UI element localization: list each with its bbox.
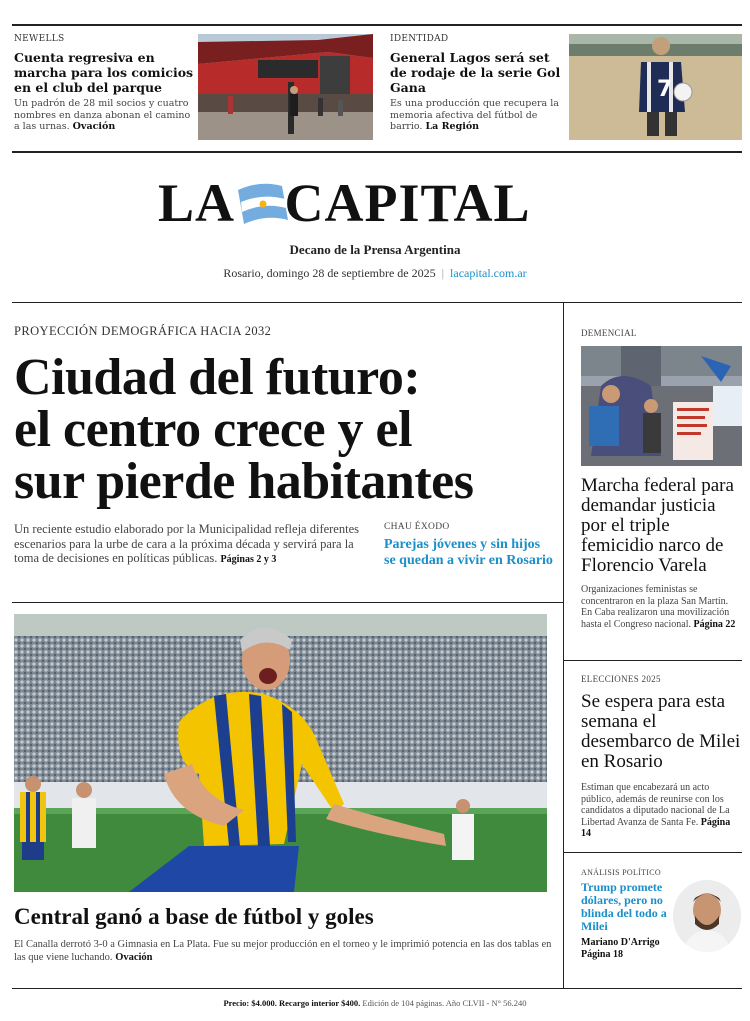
top-left-body: Un padrón de 28 mil socios y cuatro nombres en danza abonan el camino a las urnas. [14,98,191,132]
opinion-headline[interactable]: Trump promete dólares, pero no blinda del todo a Milei [581,880,667,933]
main-summary [14,522,362,568]
footer [0,998,750,1008]
masthead-bottom-rule [12,302,742,303]
footer-price: Precio: $4.000. Recargo interior $400. [223,998,361,1008]
top-right-kicker: IDENTIDAD [390,34,449,44]
sidebar1-headline[interactable]: Marcha federal para demandar justicia por el triple femicidio narco de Florencio Varela [581,475,734,576]
sidebar-rule-2 [564,852,742,853]
main-headline-line1: Ciudad del futuro: [14,349,421,406]
masthead-logo[interactable] [150,172,610,238]
sidebar1-summary [581,584,741,630]
top-right-section[interactable]: La Región [425,121,480,132]
main-column-divider [563,303,564,988]
masthead-slogan: Decano de la Prensa Argentina [289,242,461,257]
sidebar2-page[interactable]: Página 14 [581,816,731,840]
sidebar1-story[interactable] [581,476,741,630]
kid-football-illustration [569,34,742,140]
top-left-teaser[interactable] [14,34,194,133]
football-celebration-illustration [14,614,547,892]
top-left-summary [14,98,194,133]
sport-summary [14,938,554,964]
sport-photo [14,614,547,892]
top-right-teaser[interactable] [390,34,568,133]
dateline-separator: | [441,266,445,280]
sidebar1-body: Organizaciones feministas se concentraron en la plaza San Martín. En Caba realizaron una movilización hasta el Congreso nacional. [581,584,730,630]
related-story[interactable] [384,522,554,568]
jersey-number: 7 [657,77,673,102]
opinion-author: Mariano D'Arrigo [581,937,660,948]
protest-photo [581,346,742,466]
top-left-section[interactable]: Ovación [72,121,116,132]
sidebar2-kicker: ELECCIONES 2025 [581,674,661,684]
website-link[interactable]: lacapital.com.ar [450,266,527,280]
top-left-kicker: NEWELLS [14,34,65,44]
author-portrait [673,880,741,952]
footer-top-rule [12,988,742,989]
sport-headline[interactable]: Central ganó a base de fútbol y goles [14,904,374,929]
sidebar1-page[interactable]: Página 22 [693,618,736,630]
masthead-title: LA CAPITAL [158,173,531,233]
main-pages-link[interactable]: Páginas 2 y 3 [220,554,277,566]
top-left-headline[interactable]: Cuenta regresiva en marcha para los comicios en el club del parque [14,50,194,95]
opinion-page[interactable]: Página 18 [581,949,623,960]
top-right-headline[interactable]: General Lagos será set de rodaje de la serie Gol Gana [390,50,561,95]
top-teasers-bottom-rule [12,151,742,153]
edition-date: Rosario, domingo 28 de septiembre de 2025 [223,266,436,280]
sport-body: El Canalla derrotó 3-0 a Gimnasia en La Plata. Fue su mejor producción en el torneo y le imprimió potencia en las dos tablas en las que viene luchando. [14,939,552,963]
kid-football-photo [569,34,742,140]
sidebar2-headline[interactable]: Se espera para esta semana el desembarco de Milei en Rosario [581,691,741,772]
sidebar2-story[interactable] [581,674,741,840]
top-right-summary [390,98,568,133]
footer-details: Edición de 104 páginas. Año CLVII - N° 56.240 [362,998,527,1008]
main-headline[interactable] [14,349,559,510]
main-story-bottom-rule [12,602,563,603]
sidebar2-body: Estiman que encabezará un acto público, además de reunirse con los candidatos a diputado nacional de La Libertad Avanza de Santa Fe. [581,782,730,828]
stadium-illustration [198,34,373,140]
sidebar2-summary [581,782,741,840]
dateline [0,266,750,281]
related-kicker: CHAU ÉXODO [384,522,450,532]
sidebar-rule-1 [564,660,742,661]
author-avatar [673,880,741,952]
top-right-body: Es una producción que recupera la memoria afectiva del fútbol de barrio. [390,98,559,132]
stadium-photo [198,34,373,140]
main-headline-line3: sur pierde habitantes [14,453,474,510]
main-body: Un reciente estudio elaborado por la Municipalidad refleja diferentes escenarios para la urbe de cara a la próxima década y servirá para la toma de decisiones en políticas públicas. [14,522,359,566]
protest-illustration [581,346,742,466]
opinion-kicker: ANÁLISIS POLÍTICO [581,868,661,877]
main-headline-line2: el centro crece y el [14,401,413,458]
sidebar1-kicker: DEMENCIAL [581,328,637,338]
related-headline[interactable]: Parejas jóvenes y sin hijos se quedan a vivir en Rosario [384,537,553,568]
sport-section[interactable]: Ovación [115,952,153,963]
opinion-story[interactable] [581,868,677,961]
top-border [12,24,742,26]
main-kicker: PROYECCIÓN DEMOGRÁFICA HACIA 2032 [14,324,272,338]
